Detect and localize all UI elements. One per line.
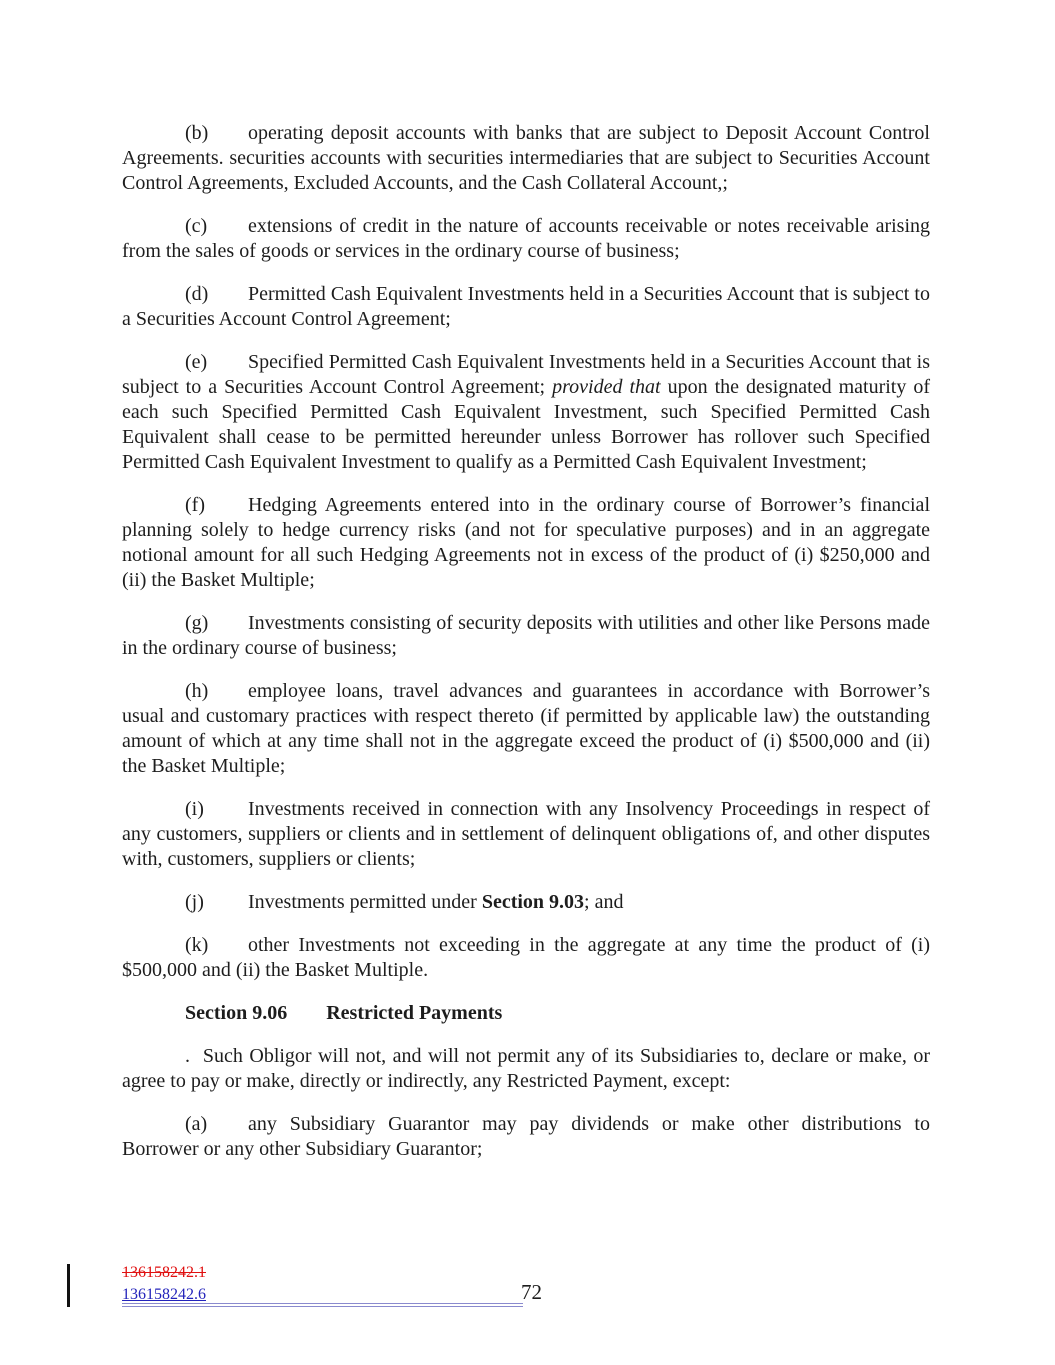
- paragraph-label: (f): [185, 494, 205, 516]
- text-run: Investments consisting of security deposits with utilities and other like Persons made in the ordinary course of business;: [122, 612, 930, 659]
- text-run: provided that: [552, 376, 661, 398]
- paragraph-e: [122, 350, 930, 475]
- text-run: Section 9.03: [481, 891, 585, 913]
- document-body: [122, 121, 930, 1180]
- paragraph-label: (d): [185, 283, 209, 305]
- text-run: Permitted Cash Equivalent Investments held in a Securities Account that is subject to a Securities Account Control Agreement;: [122, 283, 930, 330]
- paragraph-b: [122, 121, 930, 196]
- inserted-document-reference: 136158242.6: [122, 1286, 206, 1303]
- text-run: upon the designated maturity of each such Specified Permitted Cash Equivalent Investment, such Specified Permitted Cash Equivalent shall cease to be permitted hereunder unless Borrower has rollover such Specified Permitted Cash Equivalent Investment to qualify as a Permitted Cash Equivalent Investment;: [122, 376, 931, 473]
- paragraph-h: [122, 679, 930, 779]
- body-paragraph: [122, 1044, 930, 1094]
- paragraph-label: (e): [185, 351, 208, 373]
- paragraph-f: [122, 493, 930, 593]
- section-heading: [122, 1001, 930, 1026]
- paragraph-label: (a): [185, 1113, 208, 1135]
- paragraph-label: (j): [185, 891, 204, 913]
- paragraph-a: [122, 1112, 930, 1162]
- text-run: any Subsidiary Guarantor may pay dividends or make other distributions to Borrower or any other Subsidiary Guarantor;: [122, 1113, 930, 1160]
- text-run: Investments permitted under: [248, 891, 482, 913]
- paragraph-i: [122, 797, 930, 872]
- text-run: Investments received in connection with any Insolvency Proceedings in respect of any customers, suppliers or clients and in settlement of delinquent obligations of, and other disputes with, customers, suppliers or clients;: [122, 798, 930, 870]
- text-run: Restricted Payments: [326, 1002, 503, 1024]
- text-run: Hedging Agreements entered into in the ordinary course of Borrower’s financial planning solely to hedge currency risks (and not for speculative purposes) and in an aggregate notional amount for all such Hedging Agreements not in excess of the product of (i) $250,000 and (ii) the Basket Multiple;: [122, 494, 930, 591]
- text-run: other Investments not exceeding in the aggregate at any time the product of (i) $500,000 and (ii) the Basket Multiple.: [122, 934, 930, 981]
- paragraph-k: [122, 933, 930, 983]
- page-number: 72: [521, 1280, 542, 1304]
- paragraph-label: (h): [185, 680, 209, 702]
- paragraph-label: (i): [185, 798, 204, 820]
- paragraph-g: [122, 611, 930, 661]
- text-run: . Such Obligor will not, and will not permit any of its Subsidiaries to, declare or make, or agree to pay or make, directly or indirectly, any Restricted Payment, except:: [122, 1045, 930, 1092]
- paragraph-d: [122, 282, 930, 332]
- text-run: extensions of credit in the nature of accounts receivable or notes receivable arising from the sales of goods or services in the ordinary course of business;: [122, 215, 930, 262]
- paragraph-label: (g): [185, 612, 209, 634]
- text-run: operating deposit accounts with banks that are subject to Deposit Account Control Agreements. securities accounts with securities intermediaries that are subject to Securities Account Control Agreements, Excluded Accounts, and the Cash Collateral Account,;: [122, 122, 930, 194]
- paragraph-c: [122, 214, 930, 264]
- paragraph-j: [122, 890, 930, 915]
- text-run: employee loans, travel advances and guarantees in accordance with Borrower’s usual and customary practices with respect thereto (if permitted by applicable law) the outstanding amount of which at any time shall not in the aggregate exceed the product of (i) $500,000 and (ii) the Basket Multiple;: [122, 680, 930, 777]
- text-run: ; and: [584, 891, 624, 913]
- paragraph-label: (b): [185, 122, 209, 144]
- deleted-document-reference: 136158242.1: [122, 1264, 206, 1281]
- section-number: Section 9.06: [185, 1002, 288, 1024]
- insertion-underline-extension: [122, 1303, 523, 1307]
- revision-change-bar: [67, 1264, 70, 1307]
- paragraph-label: (c): [185, 215, 208, 237]
- paragraph-label: (k): [185, 934, 209, 956]
- text-run: Specified Permitted Cash Equivalent Investments held in a Securities Account that is subject to a Securities Account Control Agreement;: [122, 351, 930, 398]
